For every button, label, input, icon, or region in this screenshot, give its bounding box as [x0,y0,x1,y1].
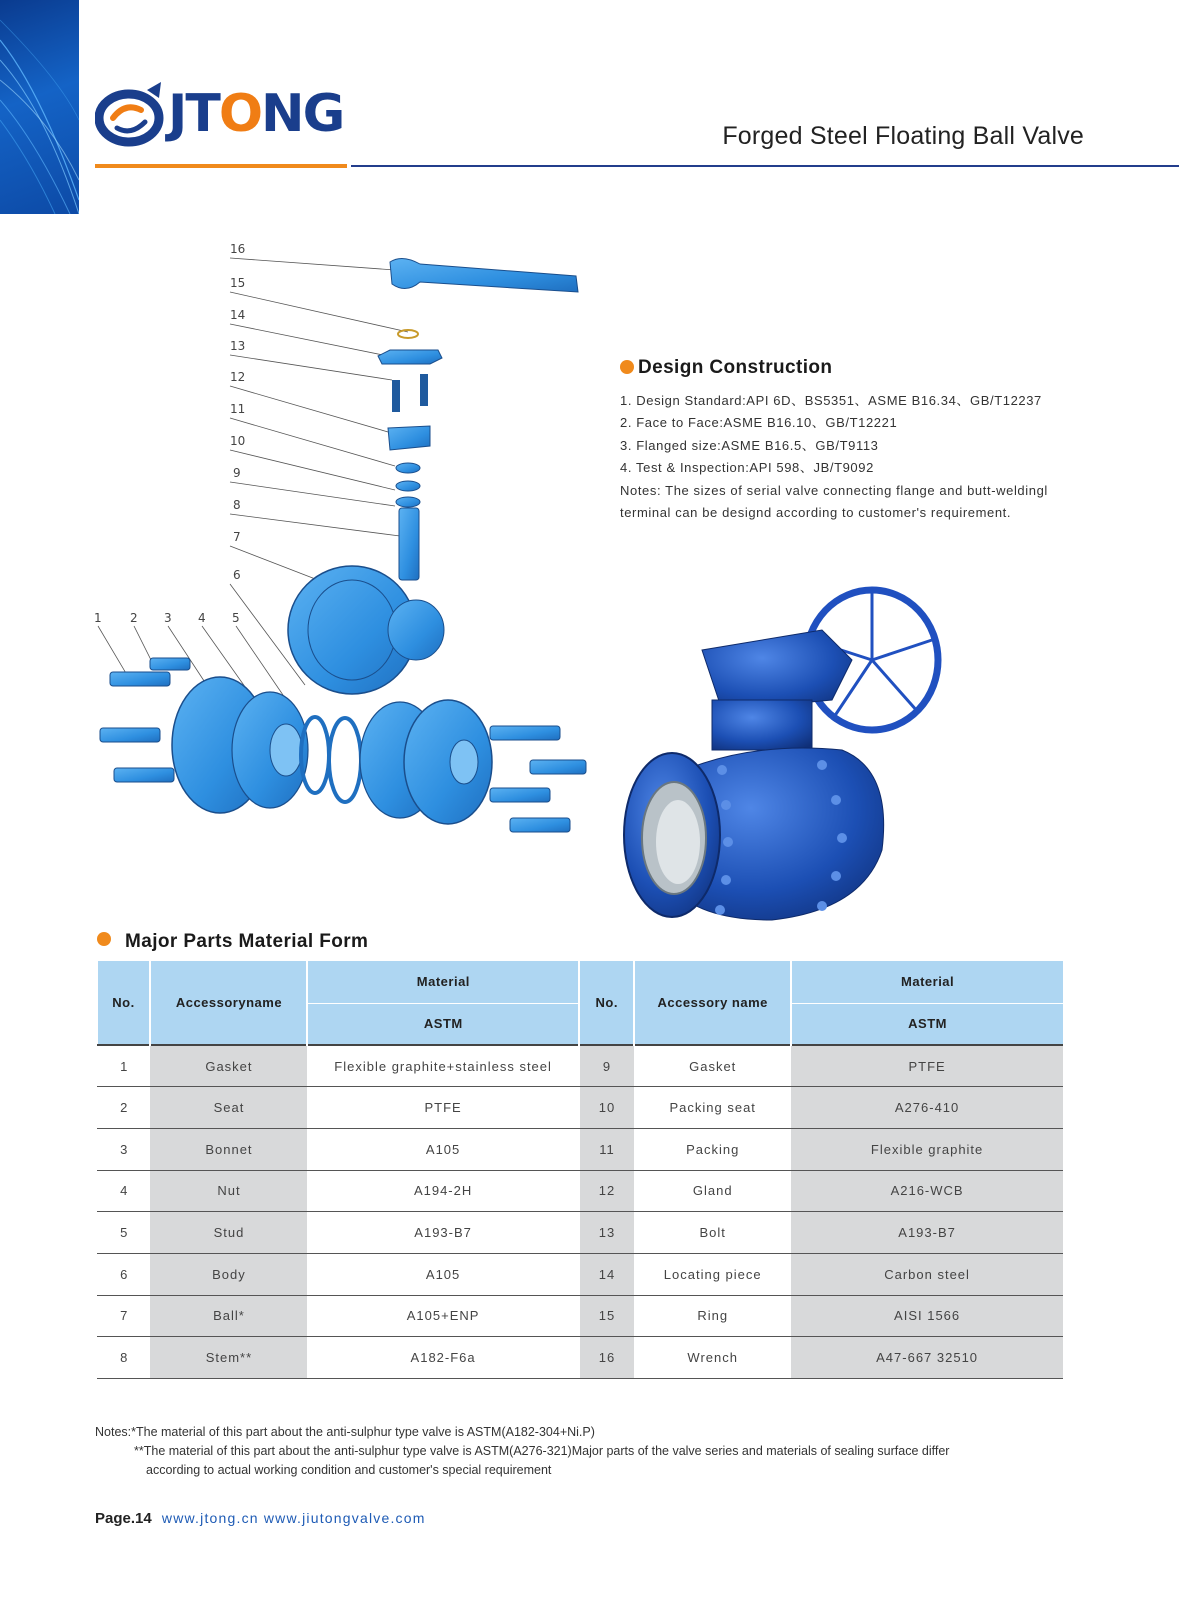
cell-material: A105 [307,1128,579,1170]
cell-name: Packing [634,1128,791,1170]
exploded-view-diagram [90,240,610,880]
cell-no: 13 [579,1212,634,1254]
callout-2: 2 [130,611,138,625]
cell-no: 9 [579,1045,634,1087]
table-row [98,1087,1064,1129]
design-construction-title: Design Construction [620,357,832,379]
design-note: terminal can be designd according to customer's requirement. [620,505,1012,521]
cell-name: Nut [150,1170,307,1212]
cell-material: A193-B7 [307,1212,579,1254]
design-note: Notes: The sizes of serial valve connecting flange and butt-weldingl [620,482,1048,498]
col-astm: ASTM [307,1003,579,1045]
callout-5: 5 [232,611,240,625]
callout-6: 6 [233,568,241,582]
cell-no: 11 [579,1128,634,1170]
cell-material: Carbon steel [791,1253,1063,1295]
col-accessory-name: Accessoryname [150,961,307,1045]
cell-material: Flexible graphite+stainless steel [307,1045,579,1087]
cell-name: Ring [634,1295,791,1337]
cell-name: Gland [634,1170,791,1212]
design-item: 3. Flanged size:ASME B16.5、GB/T9113 [620,437,879,453]
footnotes [95,1423,1095,1480]
col-no: No. [98,961,151,1045]
page-footer [95,1510,426,1527]
page-title: Forged Steel Floating Ball Valve [722,122,1084,150]
table-row [98,1253,1064,1295]
website-links[interactable]: www.jtong.cn www.jiutongvalve.com [161,1510,426,1526]
cell-material: A193-B7 [791,1212,1063,1254]
cell-no: 1 [98,1045,151,1087]
callout-1: 1 [94,611,102,625]
callout-14: 14 [230,308,246,322]
corner-graphic [0,0,79,214]
note-line: **The material of this part about the anti-sulphur type valve is ASTM(A276-321)Major parts of the valve series and materials of sealing surface differ [134,1444,950,1458]
cell-material: A182-F6a [307,1337,579,1379]
brand-wordmark: JTONG [168,84,344,144]
callout-13: 13 [230,339,246,353]
cell-material: Flexible graphite [791,1128,1063,1170]
cell-no: 16 [579,1337,634,1379]
header-rule-blue [351,165,1179,167]
table-row [98,1170,1064,1212]
design-construction-list [620,390,1090,524]
design-item: 4. Test & Inspection:API 598、JB/T9092 [620,460,874,476]
cell-material: A194-2H [307,1170,579,1212]
table-row [98,1295,1064,1337]
cell-material: A105+ENP [307,1295,579,1337]
cell-name: Wrench [634,1337,791,1379]
orange-bullet-icon [97,932,111,946]
major-parts-title: Major Parts Material Form [97,931,368,953]
design-item: 1. Design Standard:API 6D、BS5351、ASME B16.34、GB/T12237 [620,393,1042,408]
callout-11: 11 [230,402,246,416]
note-line: Notes:*The material of this part about the anti-sulphur type valve is ASTM(A182-304+Ni.P) [95,1425,595,1439]
cell-material: PTFE [791,1045,1063,1087]
cell-name: Bolt [634,1212,791,1254]
cell-no: 3 [98,1128,151,1170]
ball-valve-photo [622,580,962,930]
col-astm-2: ASTM [791,1003,1063,1045]
page-number: Page.14 [95,1510,152,1527]
cell-name: Ball* [150,1295,307,1337]
cell-material: AISI 1566 [791,1295,1063,1337]
callout-4: 4 [198,611,206,625]
cell-no: 14 [579,1253,634,1295]
cell-no: 6 [98,1253,151,1295]
cell-no: 10 [579,1087,634,1129]
cell-material: A216-WCB [791,1170,1063,1212]
parts-material-table [97,961,1063,1379]
note-line: according to actual working condition and customer's special requirement [146,1463,552,1477]
table-row [98,1337,1064,1379]
col-material-2: Material [791,961,1063,1003]
cell-name: Gasket [150,1045,307,1087]
cell-no: 7 [98,1295,151,1337]
header-rule-orange [95,164,347,168]
callout-15: 15 [230,276,246,290]
col-material: Material [307,961,579,1003]
callout-10: 10 [230,434,246,448]
col-accessory-name-2: Accessory name [634,961,791,1045]
orange-bullet-icon [620,360,634,374]
cell-no: 12 [579,1170,634,1212]
cell-material: A47-667 32510 [791,1337,1063,1379]
cell-material: A276-410 [791,1087,1063,1129]
callout-7: 7 [233,530,241,544]
cell-name: Body [150,1253,307,1295]
design-item: 2. Face to Face:ASME B16.10、GB/T12221 [620,415,898,431]
cell-no: 5 [98,1212,151,1254]
cell-no: 4 [98,1170,151,1212]
callout-8: 8 [233,498,241,512]
callout-9: 9 [233,466,241,480]
cell-name: Seat [150,1087,307,1129]
cell-name: Packing seat [634,1087,791,1129]
table-row [98,1212,1064,1254]
cell-no: 2 [98,1087,151,1129]
cell-name: Gasket [634,1045,791,1087]
cell-name: Stem** [150,1337,307,1379]
cell-name: Locating piece [634,1253,791,1295]
cell-no: 15 [579,1295,634,1337]
callout-16: 16 [230,242,246,256]
cell-name: Bonnet [150,1128,307,1170]
cell-name: Stud [150,1212,307,1254]
col-no-2: No. [579,961,634,1045]
cell-material: PTFE [307,1087,579,1129]
table-row [98,1128,1064,1170]
callout-12: 12 [230,370,246,384]
cell-no: 8 [98,1337,151,1379]
table-row [98,1045,1064,1087]
cell-material: A105 [307,1253,579,1295]
callout-3: 3 [164,611,172,625]
